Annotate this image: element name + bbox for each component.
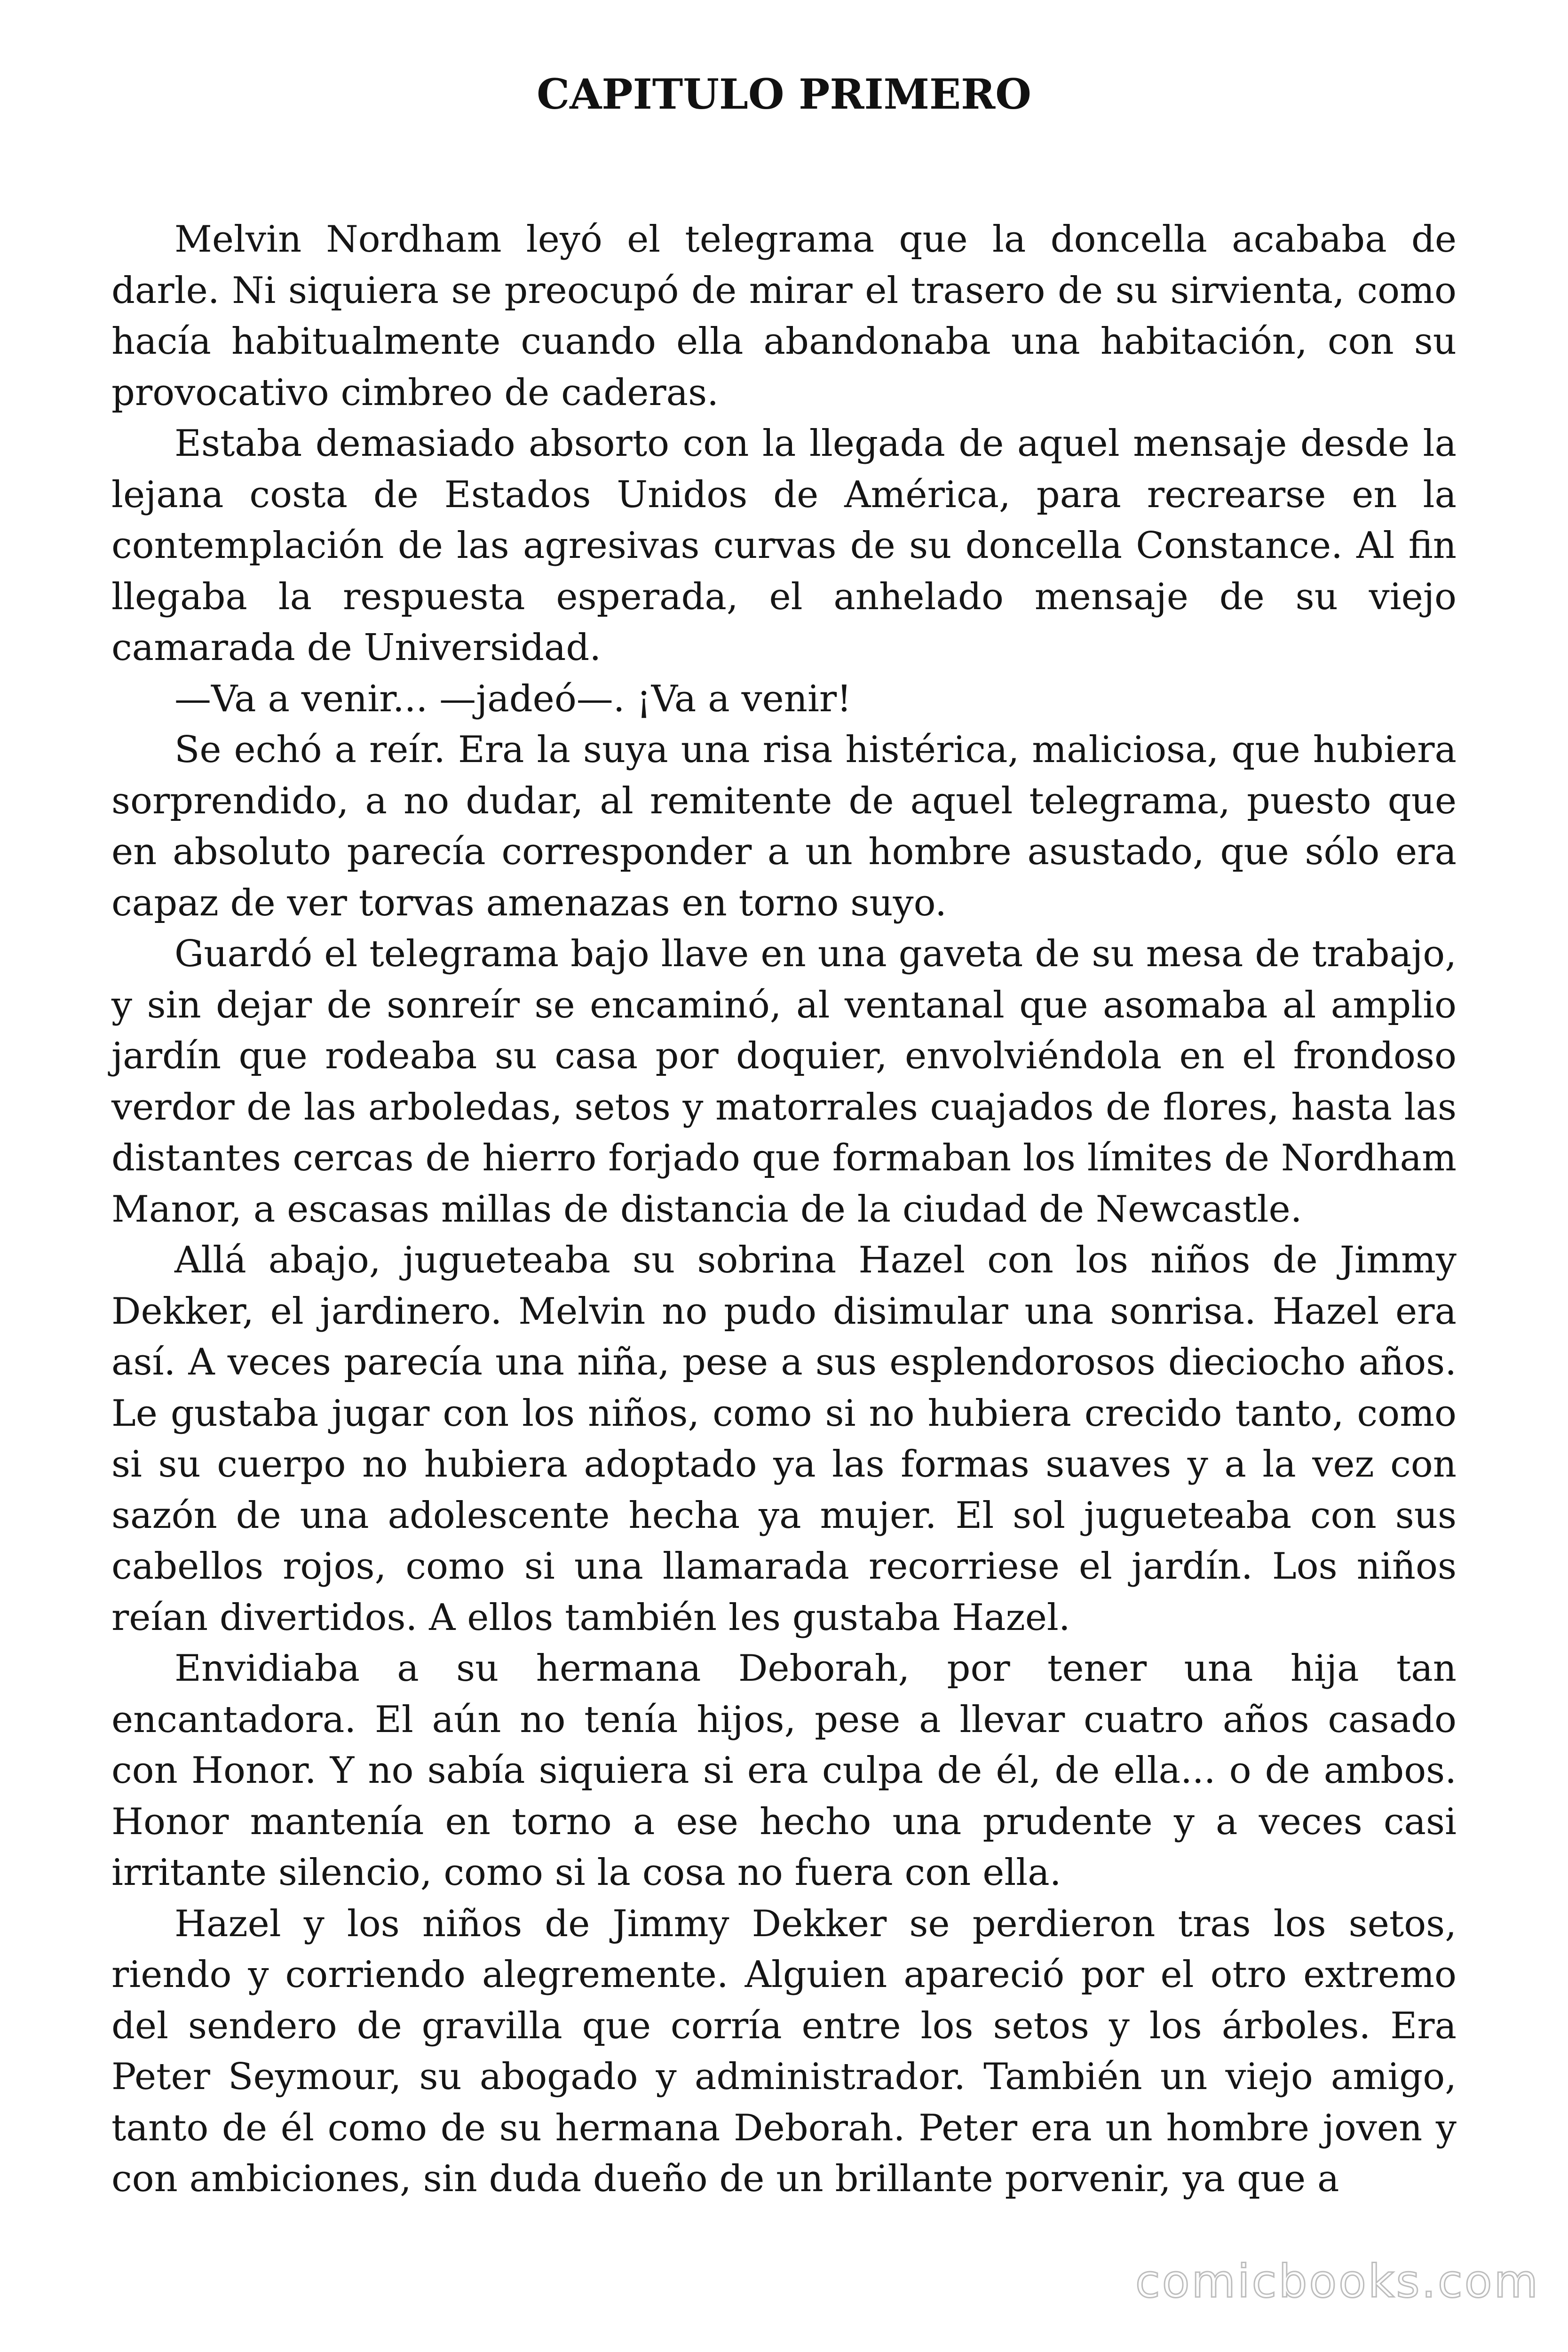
watermark: comicbooks.com xyxy=(1135,2255,1540,2308)
paragraph-1: Melvin Nordham leyó el telegrama que la doncella acababa de darle. Ni siquiera se preocupó de mirar el trasero de su sirvienta, como hacía habitualmente cuando ella abandonaba una habitación, con su provocativo cimbreo de caderas. xyxy=(111,218,1457,414)
paragraph-2: Estaba demasiado absorto con la llegada de aquel mensaje desde la lejana costa de Estados Unidos de América, para recrearse en la contemplación de las agresivas curvas de su doncella Constance. Al fin llegaba la respuesta esperada, el anhelado mensaje de su viejo camarada de Universidad. xyxy=(111,422,1457,669)
paragraph-8: Hazel y los niños de Jimmy Dekker se perdieron tras los setos, riendo y corriendo alegremente. Alguien apareció por el otro extremo del sendero de gravilla que corría entre los setos y los árboles. Era Peter Seymour, su abogado y administrador. También un viejo amigo, tanto de él como de su hermana Deborah. Peter era un hombre joven y con ambiciones, sin duda dueño de un brillante porvenir, ya que a xyxy=(111,1902,1457,2200)
chapter-title: CAPITULO PRIMERO xyxy=(537,70,1031,119)
paragraph-6: Allá abajo, jugueteaba su sobrina Hazel con los niños de Jimmy Dekker, el jardinero. Melvin no pudo disimular una sonrisa. Hazel era así. A veces parecía una niña, pese a sus esplendorosos dieciocho años. Le gustaba jugar con los niños, como si no hubiera crecido tanto, como si su cuerpo no hubiera adoptado ya las formas suaves y a la vez con sazón de una adolescente hecha ya mujer. El sol jugueteaba con sus cabellos rojos, como si una llamarada recorriese el jardín. Los niños reían divertidos. A ellos también les gustaba Hazel. xyxy=(111,1239,1457,1639)
paragraph-7: Envidiaba a su hermana Deborah, por tener una hija tan encantadora. El aún no tenía hijos, pese a llevar cuatro años casado con Honor. Y no sabía siquiera si era culpa de él, de ella... o de ambos. Honor mantenía en torno a ese hecho una prudente y a veces casi irritante silencio, como si la cosa no fuera con ella. xyxy=(111,1647,1457,1894)
paragraph-5: Guardó el telegrama bajo llave en una gaveta de su mesa de trabajo, y sin dejar de sonreír se encaminó, al ventanal que asomaba al amplio jardín que rodeaba su casa por doquier, envolviéndola en el frondoso verdor de las arboledas, setos y matorrales cuajados de flores, hasta las distantes cercas de hierro forjado que formaban los límites de Nordham Manor, a escasas millas de distancia de la ciudad de Newcastle. xyxy=(111,933,1457,1231)
paragraph-3-dialogue: —Va a venir... —jadeó—. ¡Va a venir! xyxy=(174,677,852,720)
paragraph-4: Se echó a reír. Era la suya una risa histérica, maliciosa, que hubiera sorprendido, a no dudar, al remitente de aquel telegrama, puesto que en absoluto parecía corresponder a un hombre asustado, que sólo era capaz de ver torvas amenazas en torno suyo. xyxy=(111,729,1457,924)
chapter-body xyxy=(111,214,1457,2205)
